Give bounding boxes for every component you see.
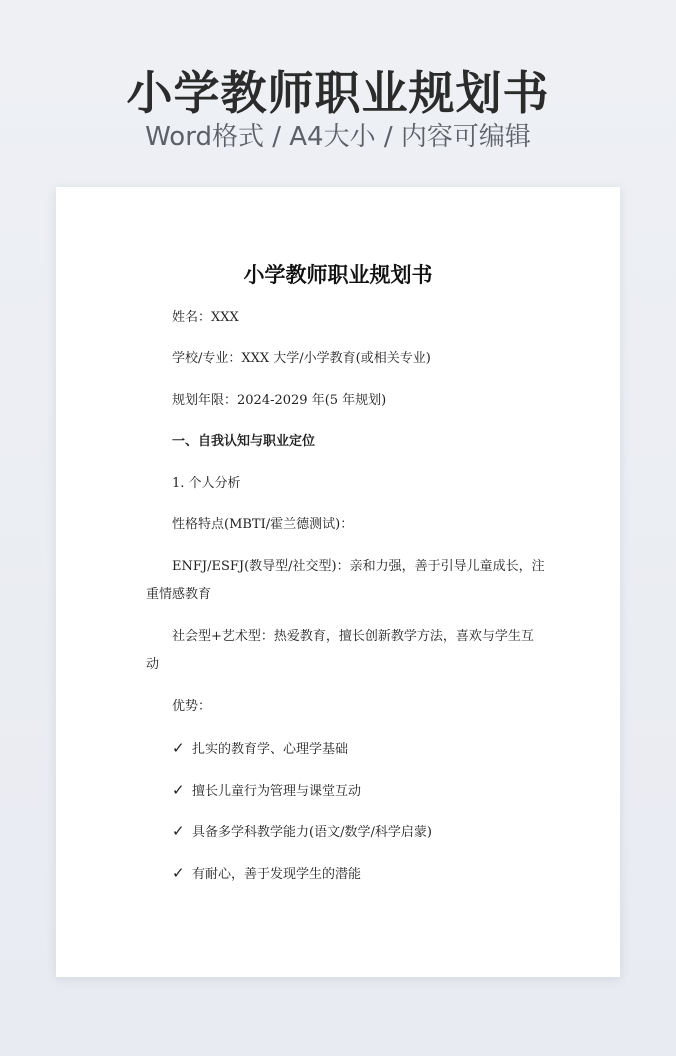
strength-item [172, 863, 361, 885]
period-line: 规划年限：2024-2029 年(5 年规划) [172, 393, 387, 408]
strength-item-text: 扎实的教育学、心理学基础 [192, 742, 349, 757]
banner-subtitle: Word格式 / A4大小 / 内容可编辑 [145, 122, 531, 152]
personality-paragraph-2-line-1: 社会型+艺术型：热爱教育，擅长创新教学方法，喜欢与学生互 [172, 629, 534, 644]
strength-item [172, 821, 432, 843]
personality-paragraph-1-line-2: 重情感教育 [146, 587, 212, 602]
checkmark-icon: ✓ [172, 781, 185, 799]
strength-item-text: 有耐心，善于发现学生的潜能 [192, 867, 362, 882]
strength-item [172, 780, 361, 802]
strength-item [172, 738, 348, 760]
document-page [56, 187, 620, 977]
checkmark-icon: ✓ [172, 739, 185, 757]
document-title: 小学教师职业规划书 [243, 262, 433, 287]
name-line: 姓名：XXX [172, 310, 239, 325]
checkmark-icon: ✓ [172, 864, 185, 882]
personality-label: 性格特点(MBTI/霍兰德测试)： [172, 517, 354, 532]
school-line: 学校/专业：XXX 大学/小学教育(或相关专业) [172, 351, 431, 366]
subsection-heading: 1. 个人分析 [172, 476, 241, 491]
strengths-label: 优势： [172, 699, 212, 714]
banner-title: 小学教师职业规划书 [126, 66, 550, 120]
personality-paragraph-2-line-2: 动 [146, 657, 160, 672]
personality-paragraph-1-line-1: ENFJ/ESFJ(教导型/社交型)：亲和力强，善于引导儿童成长，注 [172, 559, 545, 574]
banner [0, 0, 676, 180]
section-heading: 一、自我认知与职业定位 [172, 434, 316, 449]
checkmark-icon: ✓ [172, 822, 185, 840]
strength-item-text: 擅长儿童行为管理与课堂互动 [192, 784, 362, 799]
strength-item-text: 具备多学科教学能力(语文/数学/科学启蒙) [192, 825, 432, 840]
